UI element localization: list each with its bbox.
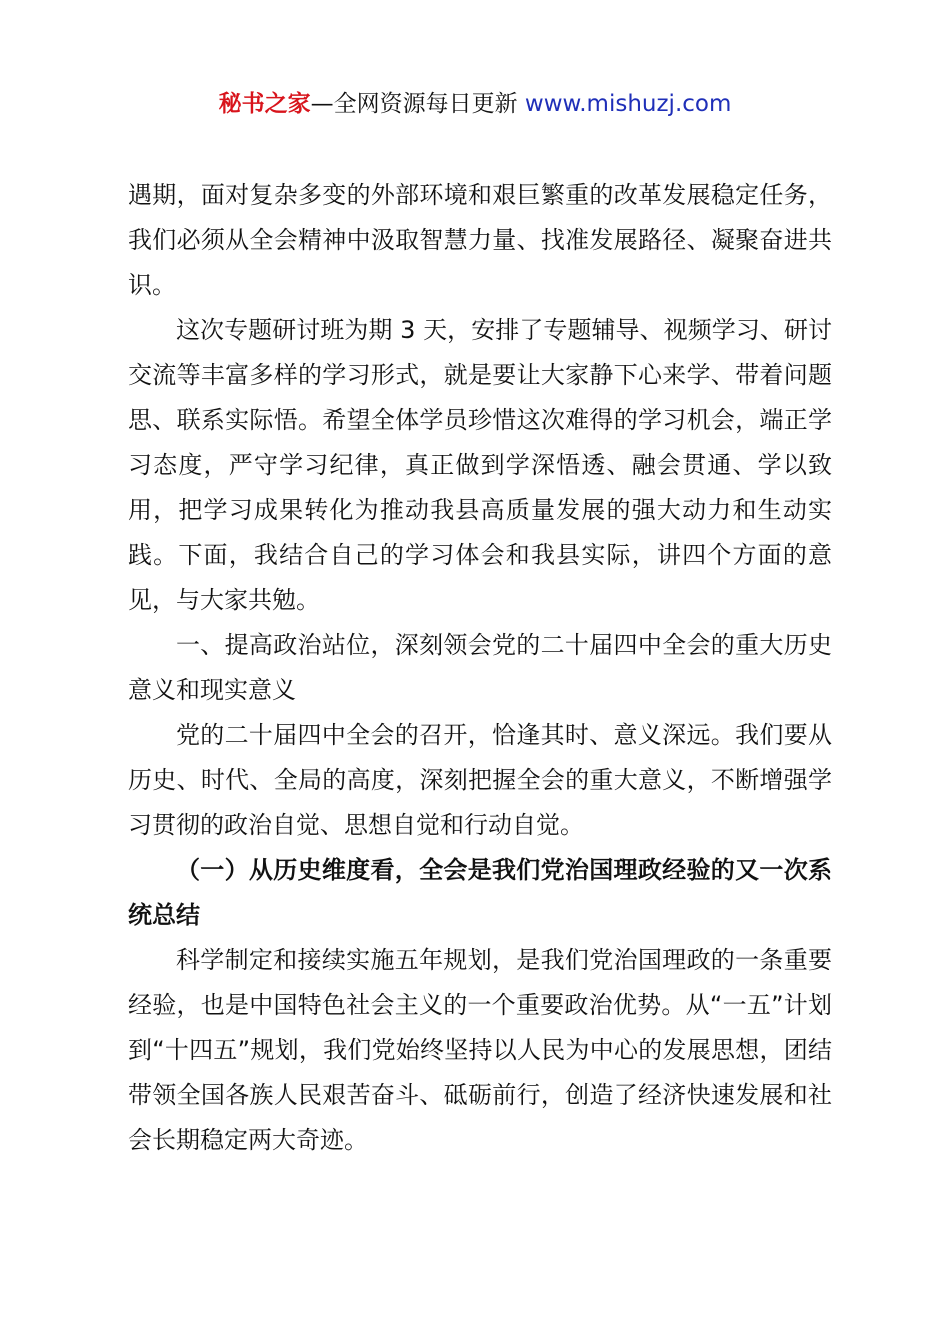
site-brand: 秘书之家 bbox=[218, 91, 311, 117]
paragraph-continuation: 遇期，面对复杂多变的外部环境和艰巨繁重的改革发展稳定任务，我们必须从全会精神中汲取智慧力量、找准发展路径、凝聚奋进共识。 bbox=[128, 181, 832, 299]
paragraph-section-1-intro: 党的二十届四中全会的召开，恰逢其时、意义深远。我们要从历史、时代、全局的高度，深刻把握全会的重大意义，不断增强学习贯彻的政治自觉、思想自觉和行动自觉。 bbox=[128, 721, 832, 839]
subsection-heading-1: （一）从历史维度看，全会是我们党治国理政经验的又一次系统总结 bbox=[128, 856, 832, 929]
site-url[interactable]: www.mishuzj.com bbox=[524, 91, 732, 117]
site-header bbox=[0, 86, 950, 122]
paragraph-five-year-plans: 科学制定和接续实施五年规划，是我们党治国理政的一条重要经验，也是中国特色社会主义的一个重要政治优势。从“一五”计划到“十四五”规划，我们党始终坚持以人民为中心的发展思想，团结带领全国各族人民艰苦奋斗、砥砺前行，创造了经济快速发展和社会长期稳定两大奇迹。 bbox=[128, 946, 832, 1154]
site-slogan: —全网资源每日更新 bbox=[310, 91, 525, 117]
document-body bbox=[128, 173, 832, 1163]
section-heading-1: 一、提高政治站位，深刻领会党的二十届四中全会的重大历史意义和现实意义 bbox=[128, 631, 832, 704]
paragraph-seminar-intro: 这次专题研讨班为期 3 天，安排了专题辅导、视频学习、研讨交流等丰富多样的学习形式，就是要让大家静下心来学、带着问题思、联系实际悟。希望全体学员珍惜这次难得的学习机会，端正学习态度，严守学习纪律，真正做到学深悟透、融会贯通、学以致用，把学习成果转化为推动我县高质量发展的强大动力和生动实践。下面，我结合自己的学习体会和我县实际，讲四个方面的意见，与大家共勉。 bbox=[128, 316, 832, 614]
